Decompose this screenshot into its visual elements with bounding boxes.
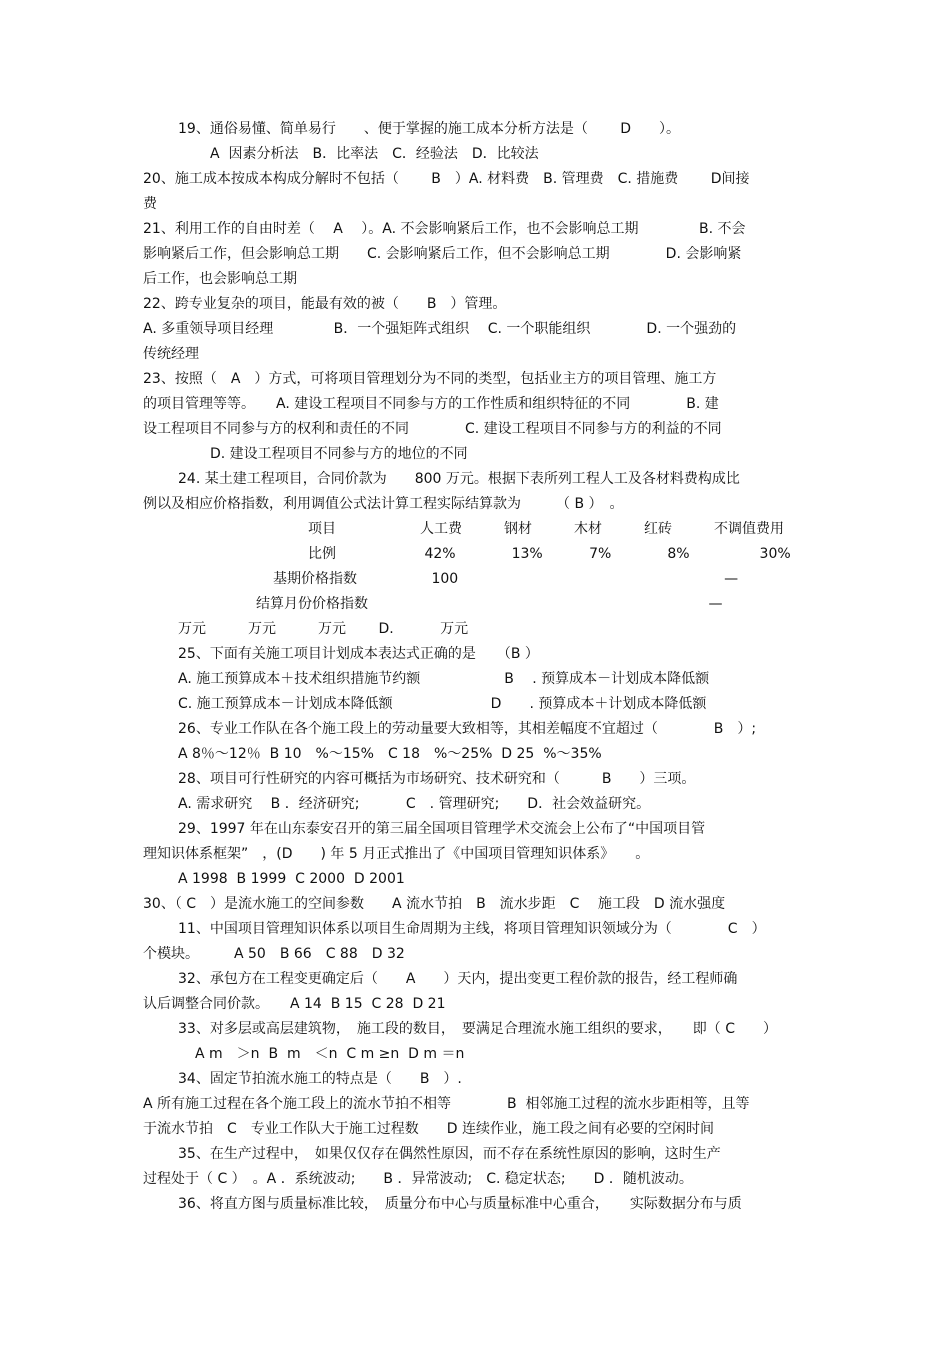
question-24-continued: 例以及相应价格指数，利用调值公式法计算工程实际结算款为 （ B ） 。 <box>143 496 624 512</box>
question-22-options: A. 多重领导项目经理 B．一个强矩阵式组织 C. 一个职能组织 D. 一个强劲的 <box>143 321 737 337</box>
question-29-options: A 1998 B 1999 C 2000 D 2001 <box>178 871 405 887</box>
question-26-options: A 8％～12％ B 10 %～15% C 18 %～25% D 25 %～35% <box>178 746 602 762</box>
question-30-text: 30、（ C ）是流水施工的空间参数 A 流水节拍 B 流水步距 C 施工段 D 流水强度 <box>143 896 726 912</box>
question-21-continued: 影响紧后工作，但会影响总工期 C. 会影响紧后工作，但不会影响总工期 D. 会影响紧 <box>143 246 742 262</box>
question-23-continued: 设工程项目不同参与方的权利和责任的不同 C. 建设工程项目不同参与方的利益的不同 <box>143 421 722 437</box>
question-22-text: 22、跨专业复杂的项目，能最有效的被（ B ）管理。 <box>143 296 507 312</box>
table-ratio-row: 比例 42% 13% 7% 8% 30% <box>308 546 791 562</box>
question-36-text: 36、将直方图与质量标准比较， 质量分布中心与质量标准中心重合， 实际数据分布与质 <box>178 1196 742 1212</box>
question-24-options: 万元 万元 万元 D. 万元 <box>178 621 469 637</box>
question-33-options: A m ＞n B m ＜n C m ≥n D m ＝n <box>195 1046 465 1062</box>
question-25-options-ab: A. 施工预算成本＋技术组织措施节约额 B . 预算成本－计划成本降低额 <box>178 671 710 687</box>
question-25-options-cd: C. 施工预算成本－计划成本降低额 D . 预算成本＋计划成本降低额 <box>178 696 707 712</box>
question-21-continued: 后工作，也会影响总工期 <box>143 271 297 287</box>
question-33-text: 33、对多层或高层建筑物， 施工段的数目， 要满足合理流水施工组织的要求， 即（ C ） <box>178 1021 778 1037</box>
question-25-text: 25、下面有关施工项目计划成本表达式正确的是 （B ） <box>178 646 539 662</box>
question-35-text: 35、在生产过程中， 如果仅仅存在偶然性原因，而不存在系统性原因的影响，这时生产 <box>178 1146 721 1162</box>
question-29-text: 29、1997 年在山东泰安召开的第三届全国项目管理学术交流会上公布了“中国项目管 <box>178 821 706 837</box>
question-11-options: 个模块。 A 50 B 66 C 88 D 32 <box>143 946 405 962</box>
table-settlement-index-row: 结算月份价格指数 — <box>256 596 723 612</box>
table-base-index-row: 基期价格指数 100 — <box>273 571 739 587</box>
question-29-continued: 理知识体系框架” ，(D ) 年 5 月正式推出了《中国项目管理知识体系》 。 <box>143 846 650 862</box>
question-34-options: A 所有施工过程在各个施工段上的流水节拍不相等 B 相邻施工过程的流水步距相等，且等 <box>143 1096 750 1112</box>
question-34-text: 34、固定节拍流水施工的特点是（ B ）. <box>178 1071 462 1087</box>
question-23-option-d: D. 建设工程项目不同参与方的地位的不同 <box>210 446 468 462</box>
question-26-text: 26、专业工作队在各个施工段上的劳动量要大致相等，其相差幅度不宜超过（ B ）; <box>178 721 757 737</box>
question-20-text: 20、施工成本按成本构成分解时不包括（ B ）A. 材料费 B. 管理费 C. 措施费 D间接 <box>143 171 750 187</box>
question-34-options-continued: 于流水节拍 C 专业工作队大于施工过程数 D 连续作业，施工段之间有必要的空闲时间 <box>143 1121 715 1137</box>
question-28-options: A. 需求研究 B ．经济研究; C . 管理研究; D．社会效益研究。 <box>178 796 651 812</box>
question-24-text: 24. 某土建工程项目，合同价款为 800 万元。根据下表所列工程人工及各材料费构成比 <box>178 471 740 487</box>
question-35-options: 过程处于（ C ） 。A ．系统波动; B ．异常波动; C. 稳定状态; D ．随机波动。 <box>143 1171 693 1187</box>
question-22-continued: 传统经理 <box>143 346 199 362</box>
question-32-options: 认后调整合同价款。 A 14 B 15 C 28 D 21 <box>143 996 446 1012</box>
question-20-continued: 费 <box>143 196 157 212</box>
question-11-text: 11、中国项目管理知识体系以项目生命周期为主线，将项目管理知识领域分为（ C ） <box>178 921 766 937</box>
table-header-row: 项目 人工费 钢材 木材 红砖 不调值费用 <box>308 521 784 537</box>
question-23-continued: 的项目管理等等。 A. 建设工程项目不同参与方的工作性质和组织特征的不同 B. 建 <box>143 396 719 412</box>
question-32-text: 32、承包方在工程变更确定后（ A ）天内，提出变更工程价款的报告，经工程师确 <box>178 971 738 987</box>
question-19-text: 19、通俗易懂、简单易行 、便于掌握的施工成本分析方法是（ D ）。 <box>178 121 681 137</box>
question-21-text: 21、利用工作的自由时差（ A ）。A. 不会影响紧后工作，也不会影响总工期 B. 不会 <box>143 221 746 237</box>
question-28-text: 28、项目可行性研究的内容可概括为市场研究、技术研究和（ B ）三项。 <box>178 771 696 787</box>
question-19-options: A 因素分析法 B．比率法 C．经验法 D．比较法 <box>210 146 539 162</box>
question-23-text: 23、按照（ A ）方式，可将项目管理划分为不同的类型，包括业主方的项目管理、施工方 <box>143 371 717 387</box>
